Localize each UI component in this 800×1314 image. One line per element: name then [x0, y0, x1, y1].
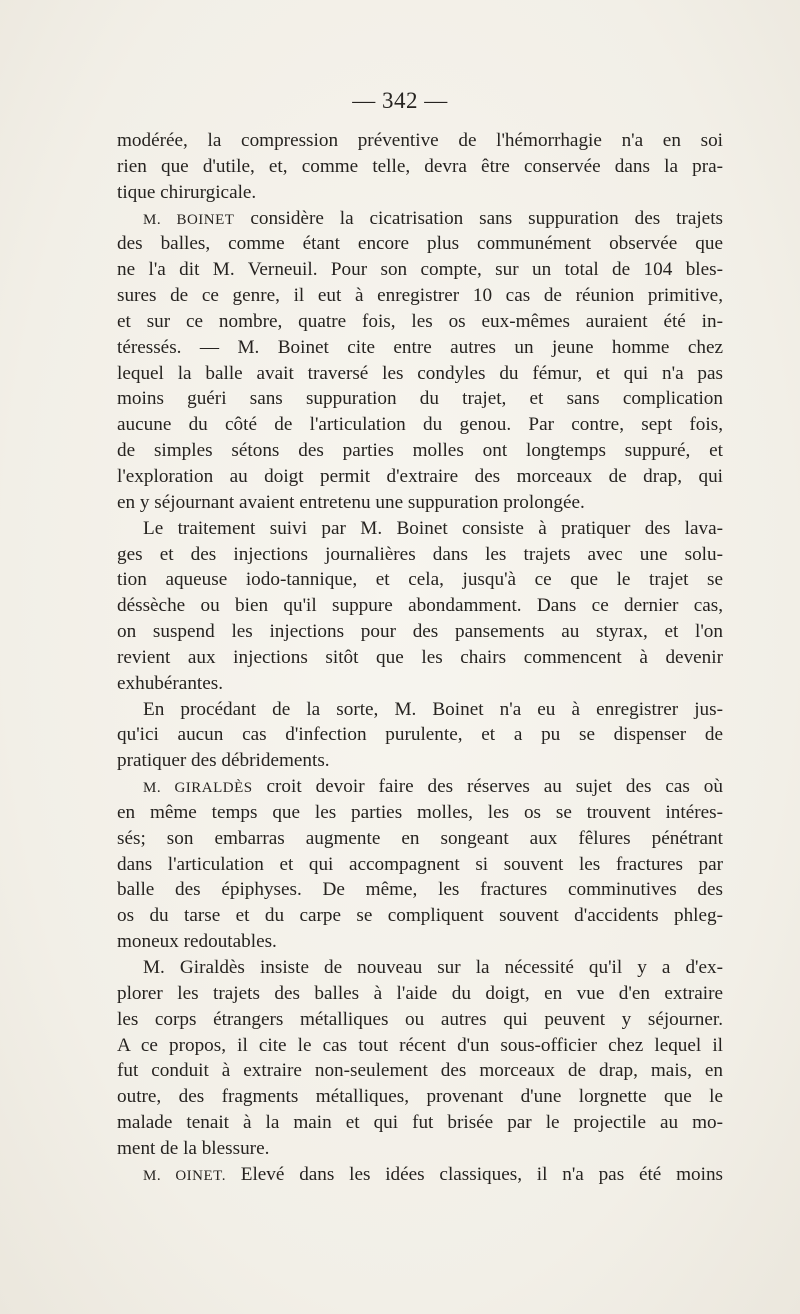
text-line [117, 774, 723, 800]
text-line [117, 206, 723, 232]
text-fragment: considère la cicatrisation sans suppuration des trajets [234, 207, 723, 229]
text-line: pratiquer des débridements. [117, 750, 330, 772]
text-line: exhubérantes. [117, 672, 224, 694]
text-line: Le traitement suivi par M. Boinet consiste à pratiquer des lava- [143, 517, 723, 539]
text-line: outre, des fragments métalliques, provenant d'une lorgnette que le [117, 1086, 723, 1108]
text-line: dans l'articulation et qui accompagnent si souvent les fractures par [117, 853, 723, 875]
text-line: déssèche ou bien qu'il suppure abondamment. Dans ce dernier cas, [117, 595, 723, 617]
text-line: qu'ici aucun cas d'infection purulente, et a pu se dispenser de [117, 724, 723, 746]
text-line: les corps étrangers métalliques ou autres qui peuvent y séjourner. [117, 1008, 723, 1030]
text-line: tion aqueuse iodo-tannique, et cela, jusqu'à ce que le trajet se [117, 569, 723, 591]
text-line: aucune du côté de l'articulation du genou. Par contre, sept fois, [117, 414, 723, 436]
text-line: on suspend les injections pour des pansements au styrax, et l'on [117, 621, 723, 643]
text-line: modérée, la compression préventive de l'hémorrhagie n'a en soi [117, 130, 723, 151]
text-line: plorer les trajets des balles à l'aide du doigt, en vue d'en extraire [117, 982, 723, 1004]
text-line: rien que d'utile, et, comme telle, devra être conservée dans la pra- [117, 155, 723, 177]
text-line: en y séjournant avaient entretenu une suppuration prolongée. [117, 491, 585, 513]
text-line: sures de ce genre, il eut à enregistrer 10 cas de réunion primitive, [117, 285, 723, 307]
speaker-name: M. OINET. [143, 1167, 226, 1184]
page-number: — 342 — [352, 88, 448, 113]
text-line: ges et des injections journalières dans les trajets avec une solu- [117, 543, 723, 565]
text-line: en même temps que les parties molles, les os se trouvent intéres- [117, 801, 723, 823]
speaker-name: M. BOINET [143, 211, 235, 228]
text-line: A ce propos, il cite le cas tout récent d'un sous-officier chez lequel il [117, 1034, 723, 1056]
text-line: ment de la blessure. [117, 1137, 270, 1159]
text-line: téressés. — M. Boinet cite entre autres un jeune homme chez [117, 336, 723, 358]
text-line: moins guéri sans suppuration du trajet, et sans complication [117, 388, 723, 410]
text-line: tique chirurgicale. [117, 181, 257, 203]
text-line: moneux redoutables. [117, 931, 277, 953]
text-line: revient aux injections sitôt que les chairs commencent à devenir [117, 646, 723, 668]
text-line: os du tarse et du carpe se compliquent souvent d'accidents phleg- [117, 905, 723, 927]
text-line: M. Giraldès insiste de nouveau sur la nécessité qu'il y a d'ex- [143, 957, 723, 978]
text-line: lequel la balle avait traversé les condyles du fémur, et qui n'a pas [117, 362, 723, 384]
text-line: malade tenait à la main et qui fut brisée par le projectile au mo- [117, 1112, 723, 1134]
text-line: des balles, comme étant encore plus communément observée que [117, 233, 723, 255]
page-body [117, 128, 723, 1188]
text-line: ne l'a dit M. Verneuil. Pour son compte, sur un total de 104 bles- [117, 259, 723, 281]
text-line: sés; son embarras augmente en songeant aux fêlures pénétrant [117, 827, 723, 849]
text-line: fut conduit à extraire non-seulement des morceaux de drap, mais, en [117, 1060, 723, 1082]
text-fragment: croit devoir faire des réserves au sujet des cas où [252, 776, 723, 798]
text-line: l'exploration au doigt permit d'extraire des morceaux de drap, qui [117, 465, 723, 487]
text-fragment: Elevé dans les idées classiques, il n'a pas été moins [225, 1163, 724, 1185]
text-line: de simples sétons des parties molles ont longtemps suppuré, et [117, 440, 723, 462]
text-line: En procédant de la sorte, M. Boinet n'a eu à enregistrer jus- [143, 698, 723, 720]
text-line: balle des épiphyses. De même, les fractures comminutives des [117, 879, 723, 901]
text-line: et sur ce nombre, quatre fois, les os eux-mêmes auraient été in- [117, 310, 723, 332]
speaker-name: M. GIRALDÈS [143, 780, 253, 797]
text-line [117, 1162, 723, 1188]
